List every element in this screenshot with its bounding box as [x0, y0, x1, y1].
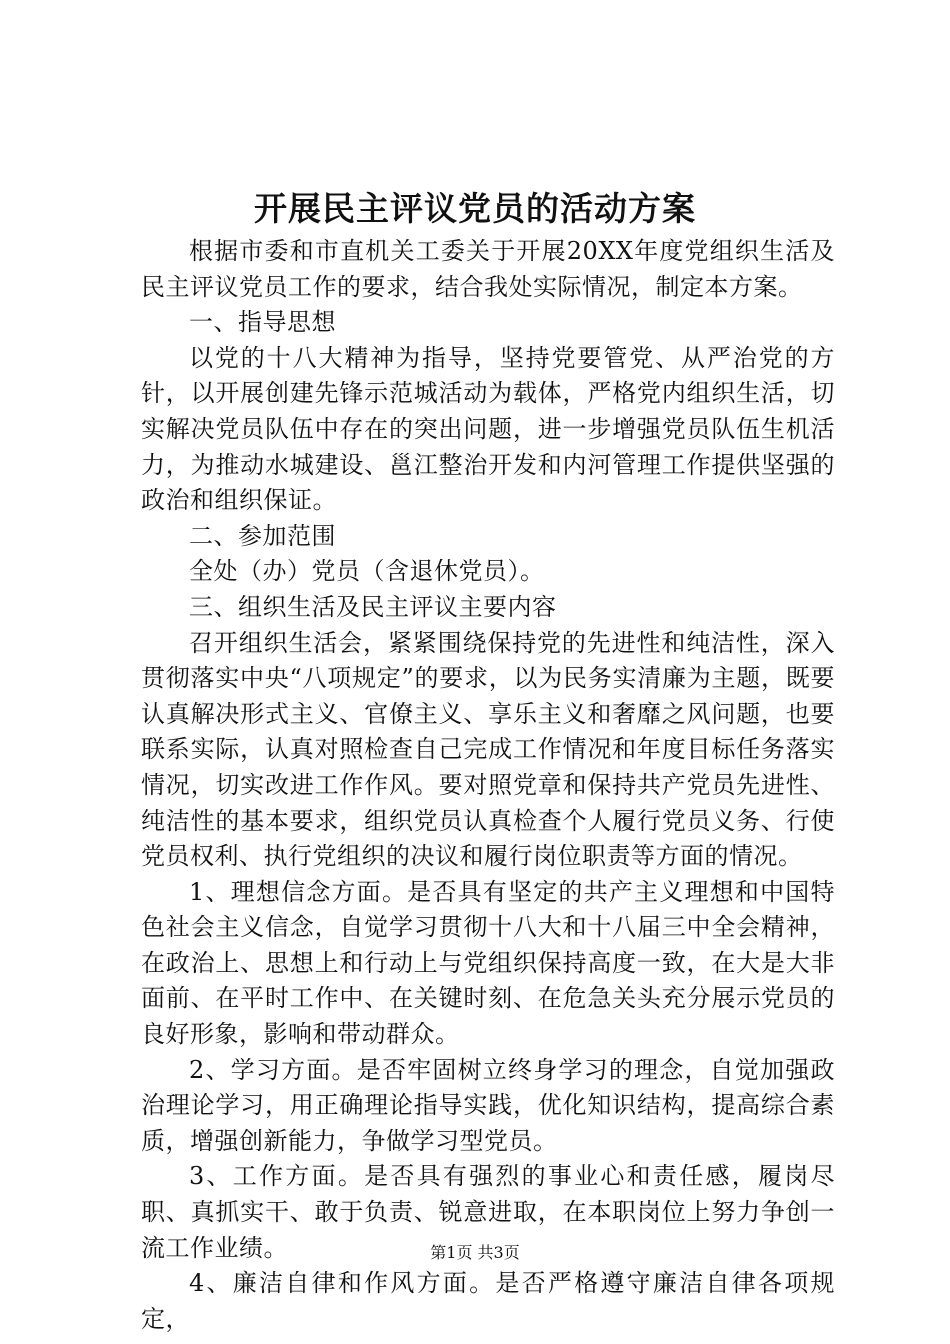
item-ideals-paragraph: 1、理想信念方面。是否具有坚定的共产主义理想和中国特色社会主义信念，自觉学习贯彻十八大和十八届三中全会精神，在政治上、思想上和行动上与党组织保持高度一致，在大是大非面前、在平时工作中、在关键时刻、在危急关头充分展示党员的良好形象，影响和带动群众。 [141, 877, 835, 1049]
item-integrity-paragraph: 4、廉洁自律和作风方面。是否严格遵守廉洁自律各项规定， [141, 1269, 835, 1333]
page-footer: 第1页 共3页 [430, 1243, 520, 1262]
document-title: 开展民主评议党员的活动方案 [254, 189, 696, 228]
document-body [141, 234, 835, 1337]
section-heading-main-content: 三、组织生活及民主评议主要内容 [189, 592, 557, 621]
section-heading-guiding-thought: 一、指导思想 [189, 308, 336, 337]
guiding-thought-paragraph: 以党的十八大精神为指导，坚持党要管党、从严治党的方针，以开展创建先锋示范城活动为载体，严格党内组织生活，切实解决党员队伍中存在的突出问题，进一步增强党员队伍生机活力，为推动水城建设、邕江整治开发和内河管理工作提供坚强的政治和组织保证。 [141, 343, 835, 515]
item-work-paragraph: 3、工作方面。是否具有强烈的事业心和责任感，履岗尽职、真抓实干、敢于负责、锐意进取，在本职岗位上努力争创一流工作业绩。 [141, 1162, 835, 1262]
section-heading-scope: 二、参加范围 [189, 521, 336, 550]
item-study-paragraph: 2、学习方面。是否牢固树立终身学习的理念，自觉加强政治理论学习，用正确理论指导实践，优化知识结构，提高综合素质，增强创新能力，争做学习型党员。 [141, 1055, 835, 1155]
intro-paragraph: 根据市委和市直机关工委关于开展20XX年度党组织生活及民主评议党员工作的要求，结合我处实际情况，制定本方案。 [141, 237, 835, 301]
scope-paragraph: 全处（办）党员（含退休党员）。 [189, 557, 545, 586]
main-content-paragraph: 召开组织生活会，紧紧围绕保持党的先进性和纯洁性，深入贯彻落实中央“八项规定”的要求，以为民务实清廉为主题，既要认真解决形式主义、官僚主义、享乐主义和奢靡之风问题，也要联系实际，认真对照检查自己完成工作情况和年度目标任务落实情况，切实改进工作作风。要对照党章和保持共产党员先进性、纯洁性的基本要求，组织党员认真检查个人履行党员义务、行使党员权利、执行党组织的决议和履行岗位职责等方面的情况。 [141, 628, 835, 871]
